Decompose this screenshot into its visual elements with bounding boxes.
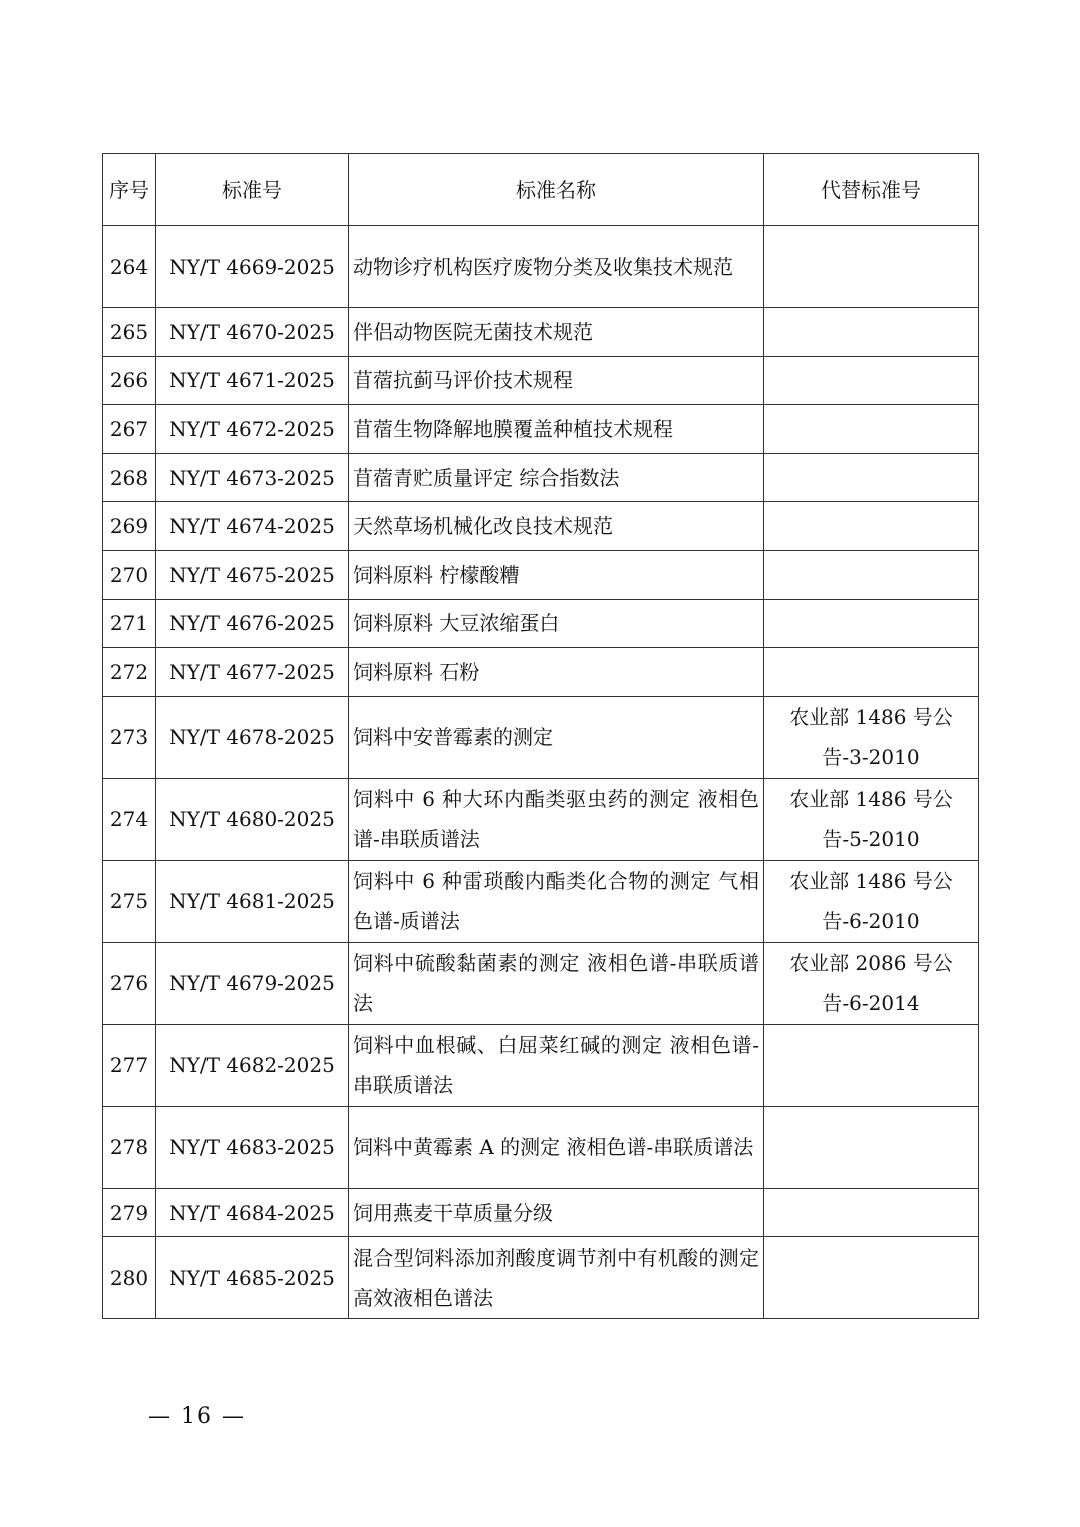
table-row xyxy=(103,405,979,454)
row-standard-name: 苜蓿生物降解地膜覆盖种植技术规程 xyxy=(349,405,764,454)
row-standard-name: 饲用燕麦干草质量分级 xyxy=(349,1188,764,1237)
row-index: 272 xyxy=(103,648,156,697)
row-index: 271 xyxy=(103,599,156,648)
row-standard-name: 饲料中安普霉素的测定 xyxy=(349,696,764,778)
row-standard-code: NY/T 4675-2025 xyxy=(156,550,349,599)
table-row xyxy=(103,550,979,599)
row-standard-name: 天然草场机械化改良技术规范 xyxy=(349,502,764,551)
row-standard-name: 动物诊疗机构医疗废物分类及收集技术规范 xyxy=(349,226,764,308)
table-row xyxy=(103,599,979,648)
row-standard-code: NY/T 4673-2025 xyxy=(156,453,349,502)
row-standard-code: NY/T 4685-2025 xyxy=(156,1237,349,1319)
row-replaced-standard xyxy=(764,453,979,502)
row-standard-name: 饲料中 6 种大环内酯类驱虫药的测定 液相色谱-串联质谱法 xyxy=(349,778,764,860)
row-replaced-standard xyxy=(764,502,979,551)
row-standard-code: NY/T 4672-2025 xyxy=(156,405,349,454)
row-replaced-standard xyxy=(764,550,979,599)
row-standard-code: NY/T 4671-2025 xyxy=(156,356,349,405)
row-replaced-standard xyxy=(764,1237,979,1319)
header-replaced-standard: 代替标准号 xyxy=(764,154,979,226)
row-standard-name: 苜蓿抗蓟马评价技术规程 xyxy=(349,356,764,405)
table-row xyxy=(103,942,979,1024)
row-standard-name: 饲料原料 大豆浓缩蛋白 xyxy=(349,599,764,648)
table-header xyxy=(103,154,979,226)
row-index: 280 xyxy=(103,1237,156,1319)
row-index: 270 xyxy=(103,550,156,599)
row-index: 275 xyxy=(103,860,156,942)
table-row xyxy=(103,1188,979,1237)
row-index: 266 xyxy=(103,356,156,405)
row-standard-code: NY/T 4674-2025 xyxy=(156,502,349,551)
table-row xyxy=(103,308,979,357)
table-row xyxy=(103,1106,979,1188)
row-index: 276 xyxy=(103,942,156,1024)
table-row xyxy=(103,1237,979,1319)
row-standard-name: 饲料中血根碱、白屈菜红碱的测定 液相色谱-串联质谱法 xyxy=(349,1024,764,1106)
row-standard-name: 苜蓿青贮质量评定 综合指数法 xyxy=(349,453,764,502)
row-replaced-standard xyxy=(764,226,979,308)
row-index: 267 xyxy=(103,405,156,454)
row-standard-code: NY/T 4669-2025 xyxy=(156,226,349,308)
row-replaced-standard: 农业部 2086 号公告-6-2014 xyxy=(764,942,979,1024)
row-replaced-standard xyxy=(764,405,979,454)
table-row xyxy=(103,778,979,860)
row-standard-name: 饲料中 6 种雷琐酸内酯类化合物的测定 气相色谱-质谱法 xyxy=(349,860,764,942)
row-standard-name: 混合型饲料添加剂酸度调节剂中有机酸的测定 高效液相色谱法 xyxy=(349,1237,764,1319)
row-index: 264 xyxy=(103,226,156,308)
header-standard-code: 标准号 xyxy=(156,154,349,226)
row-standard-name: 饲料中硫酸黏菌素的测定 液相色谱-串联质谱法 xyxy=(349,942,764,1024)
row-standard-code: NY/T 4679-2025 xyxy=(156,942,349,1024)
row-index: 277 xyxy=(103,1024,156,1106)
table-row xyxy=(103,502,979,551)
row-replaced-standard xyxy=(764,648,979,697)
header-index: 序号 xyxy=(103,154,156,226)
row-replaced-standard xyxy=(764,599,979,648)
row-standard-code: NY/T 4677-2025 xyxy=(156,648,349,697)
row-standard-code: NY/T 4678-2025 xyxy=(156,696,349,778)
row-replaced-standard xyxy=(764,356,979,405)
table-row xyxy=(103,648,979,697)
table-row xyxy=(103,860,979,942)
row-replaced-standard xyxy=(764,1188,979,1237)
row-replaced-standard xyxy=(764,308,979,357)
standards-table xyxy=(102,153,979,1319)
row-index: 265 xyxy=(103,308,156,357)
row-replaced-standard xyxy=(764,1024,979,1106)
row-standard-code: NY/T 4676-2025 xyxy=(156,599,349,648)
row-index: 274 xyxy=(103,778,156,860)
row-index: 268 xyxy=(103,453,156,502)
row-index: 273 xyxy=(103,696,156,778)
row-standard-code: NY/T 4680-2025 xyxy=(156,778,349,860)
header-standard-name: 标准名称 xyxy=(349,154,764,226)
row-index: 279 xyxy=(103,1188,156,1237)
row-replaced-standard: 农业部 1486 号公告-6-2010 xyxy=(764,860,979,942)
row-index: 269 xyxy=(103,502,156,551)
row-standard-code: NY/T 4684-2025 xyxy=(156,1188,349,1237)
row-standard-name: 饲料中黄霉素 A 的测定 液相色谱-串联质谱法 xyxy=(349,1106,764,1188)
row-index: 278 xyxy=(103,1106,156,1188)
table-row xyxy=(103,696,979,778)
table-row xyxy=(103,226,979,308)
row-replaced-standard: 农业部 1486 号公告-3-2010 xyxy=(764,696,979,778)
row-standard-name: 饲料原料 柠檬酸糟 xyxy=(349,550,764,599)
table-row xyxy=(103,453,979,502)
row-replaced-standard xyxy=(764,1106,979,1188)
row-standard-code: NY/T 4681-2025 xyxy=(156,860,349,942)
row-standard-code: NY/T 4683-2025 xyxy=(156,1106,349,1188)
row-replaced-standard: 农业部 1486 号公告-5-2010 xyxy=(764,778,979,860)
table-row xyxy=(103,356,979,405)
page-number: — 16 — xyxy=(148,1404,246,1429)
row-standard-name: 饲料原料 石粉 xyxy=(349,648,764,697)
row-standard-name: 伴侣动物医院无菌技术规范 xyxy=(349,308,764,357)
row-standard-code: NY/T 4682-2025 xyxy=(156,1024,349,1106)
table-row xyxy=(103,1024,979,1106)
row-standard-code: NY/T 4670-2025 xyxy=(156,308,349,357)
